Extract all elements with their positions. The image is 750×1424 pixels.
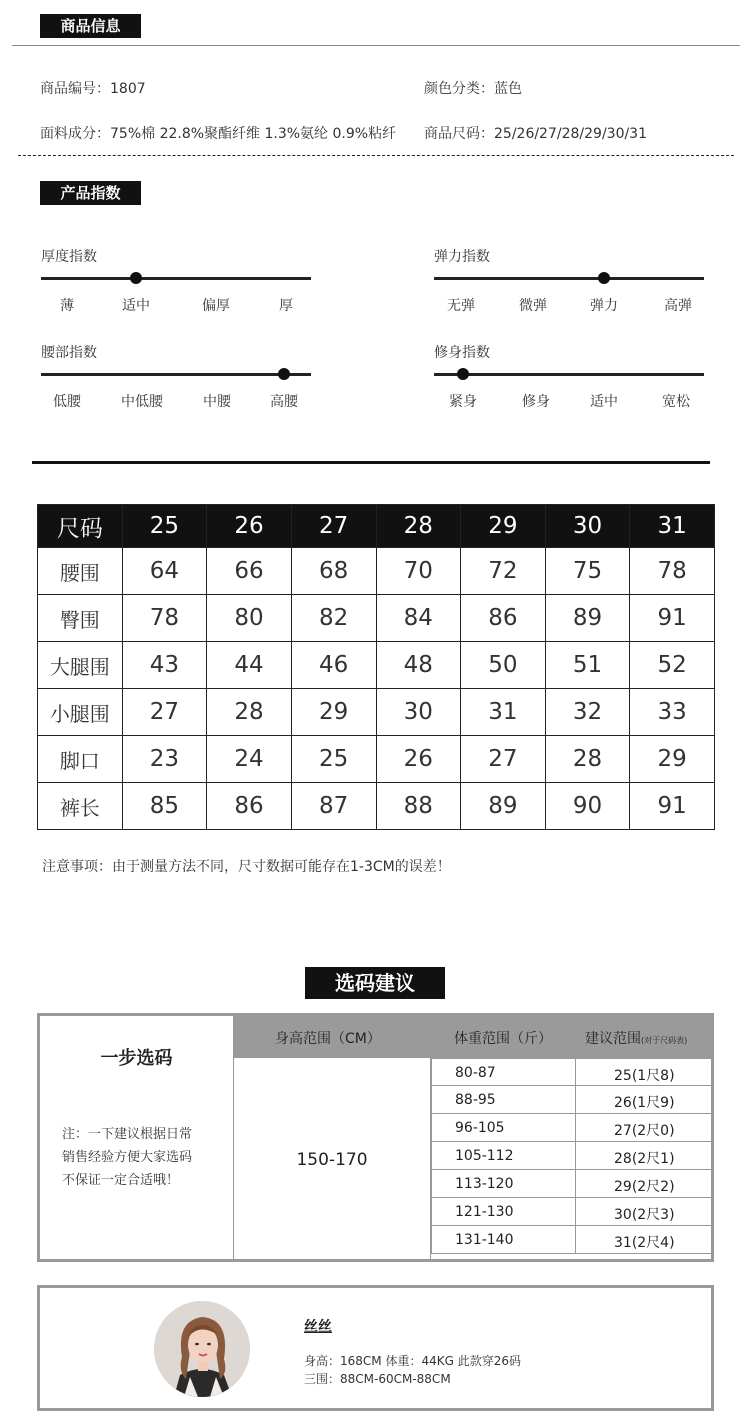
advice-header [234,1016,711,1058]
cell: 64 [122,548,207,595]
fit-option: 适中 [590,394,618,410]
elasticity-option: 高弹 [664,298,692,314]
size-cell [575,1226,715,1253]
product-index-tag: 产品指数 [40,181,141,205]
row-label: 大腿围 [38,642,123,689]
cell: 90 [545,783,630,830]
header-cell: 27 [291,505,376,548]
waist-option: 高腰 [270,394,298,410]
row-label: 裤长 [38,783,123,830]
weight-range: 88-95 [455,1092,496,1108]
list-item [431,1142,713,1170]
model-stats: 身高：168CM 体重：44KG 此款穿26码 [304,1354,521,1368]
cell: 78 [630,548,715,595]
recommended-size: 28(2尺1) [614,1151,675,1167]
fabric-composition: 面料成分：75%棉 22.8%聚酯纤维 1.3%氨纶 0.9%粘纤 [40,126,397,142]
cell: 50 [461,642,546,689]
cell: 72 [461,548,546,595]
size-column-header [585,1028,687,1048]
measurement-note: 注意事项：由于测量方法不同，尺寸数据可能存在1-3CM的误差！ [42,859,451,875]
thickness-option: 偏厚 [202,298,230,314]
size-cell [575,1142,715,1169]
weight-range: 131-140 [455,1232,514,1248]
advice-note-line: 销售经验方便大家选码 [62,1150,193,1165]
fit-index-track [434,373,704,376]
size-table [37,504,715,830]
model-name: 丝丝 [304,1319,332,1335]
fit-option: 修身 [522,394,550,410]
advice-note-line: 不保证一定合适哦！ [62,1173,180,1188]
recommended-size: 29(2尺2) [614,1179,675,1195]
list-item [431,1170,713,1198]
advice-rows [431,1058,713,1254]
thickness-option: 适中 [122,298,150,314]
header-cell: 28 [376,505,461,548]
cell: 48 [376,642,461,689]
size-advice-left [40,1016,234,1259]
height-column-header: 身高范围（CM） [275,1031,381,1047]
row-label: 脚口 [38,736,123,783]
divider [12,45,740,46]
thickness-option: 薄 [60,298,74,314]
weight-range: 121-130 [455,1204,514,1220]
cell: 31 [461,689,546,736]
cell: 33 [630,689,715,736]
header-cell: 尺码 [38,505,123,548]
advice-note [62,1123,192,1192]
fit-index-title: 修身指数 [434,345,490,361]
thickness-index-track [41,277,311,280]
cell: 91 [630,595,715,642]
cell: 28 [545,736,630,783]
recommended-size: 26(1尺9) [614,1095,675,1111]
cell: 91 [630,783,715,830]
size-advice-title: 选码建议 [305,967,445,999]
waist-index-marker [278,368,290,380]
cell: 86 [207,783,292,830]
cell: 89 [461,783,546,830]
weight-range: 96-105 [455,1120,505,1136]
weight-range: 80-87 [455,1065,496,1081]
item-number: 商品编号：1807 [40,81,146,97]
cell: 84 [376,595,461,642]
cell: 46 [291,642,376,689]
size-cell [575,1059,715,1086]
section-divider [32,461,710,464]
list-item [431,1086,713,1114]
cell: 27 [122,689,207,736]
cell: 52 [630,642,715,689]
cell: 70 [376,548,461,595]
cell: 26 [376,736,461,783]
waist-index-track [41,373,311,376]
model-measurements: 三围：88CM-60CM-88CM [304,1372,451,1386]
elasticity-option: 弹力 [590,298,618,314]
size-table-header [38,505,715,548]
cell: 87 [291,783,376,830]
color-category: 颜色分类：蓝色 [424,81,522,97]
model-card [37,1285,714,1411]
size-advice-block [37,1013,714,1262]
header-cell: 30 [545,505,630,548]
model-portrait-icon [154,1301,250,1397]
elasticity-index-track [434,277,704,280]
thickness-index [41,246,311,316]
list-item [431,1058,713,1086]
fit-option: 紧身 [449,394,477,410]
product-info-tag: 商品信息 [40,14,141,38]
table-row [38,736,715,783]
cell: 29 [630,736,715,783]
elasticity-index-marker [598,272,610,284]
cell: 80 [207,595,292,642]
elasticity-index-title: 弹力指数 [434,249,490,265]
waist-option: 中腰 [203,394,231,410]
cell: 85 [122,783,207,830]
cell: 28 [207,689,292,736]
header-cell: 26 [207,505,292,548]
size-cell [575,1170,715,1197]
table-row [38,783,715,830]
avatar [154,1301,250,1397]
list-item [431,1114,713,1142]
elasticity-option: 微弹 [519,298,547,314]
header-cell: 31 [630,505,715,548]
fit-index [434,342,704,412]
row-label: 小腿围 [38,689,123,736]
fit-option: 宽松 [662,394,690,410]
size-cell [575,1086,715,1113]
list-item [431,1226,713,1254]
recommended-size: 25(1尺8) [614,1068,675,1084]
cell: 32 [545,689,630,736]
weight-column-header: 体重范围（斤） [454,1031,552,1047]
cell: 86 [461,595,546,642]
height-range-cell [234,1058,431,1259]
cell: 23 [122,736,207,783]
table-row [38,595,715,642]
height-range-value: 150-170 [296,1150,368,1170]
size-column-label: 建议范围 [585,1031,641,1047]
cell: 66 [207,548,292,595]
size-column-sublabel: (对于尺码表) [641,1036,688,1045]
header-cell: 25 [122,505,207,548]
cell: 89 [545,595,630,642]
elasticity-index [434,246,704,316]
row-label: 腰围 [38,548,123,595]
cell: 43 [122,642,207,689]
recommended-size: 30(2尺3) [614,1207,675,1223]
advice-note-line: 注：一下建议根据日常 [62,1127,193,1142]
cell: 44 [207,642,292,689]
cell: 51 [545,642,630,689]
weight-range: 105-112 [455,1148,514,1164]
cell: 25 [291,736,376,783]
table-row [38,689,715,736]
waist-option: 中低腰 [121,394,163,410]
weight-range: 113-120 [455,1176,514,1192]
cell: 68 [291,548,376,595]
cell: 82 [291,595,376,642]
waist-option: 低腰 [53,394,81,410]
waist-index-title: 腰部指数 [41,345,97,361]
table-row [38,642,715,689]
fit-index-marker [457,368,469,380]
list-item [431,1198,713,1226]
cell: 24 [207,736,292,783]
recommended-size: 27(2尺0) [614,1123,675,1139]
header-cell: 29 [461,505,546,548]
size-cell [575,1198,715,1225]
elasticity-option: 无弹 [447,298,475,314]
cell: 29 [291,689,376,736]
product-sizes: 商品尺码：25/26/27/28/29/30/31 [424,126,648,142]
waist-index [41,342,311,412]
thickness-index-marker [130,272,142,284]
recommended-size: 31(2尺4) [614,1235,675,1251]
cell: 27 [461,736,546,783]
row-label: 臀围 [38,595,123,642]
dashed-divider [18,155,734,156]
cell: 78 [122,595,207,642]
one-step-heading: 一步选码 [100,1048,173,1069]
cell: 30 [376,689,461,736]
size-cell [575,1114,715,1141]
table-row [38,548,715,595]
thickness-option: 厚 [279,298,293,314]
thickness-index-title: 厚度指数 [41,249,97,265]
cell: 75 [545,548,630,595]
cell: 88 [376,783,461,830]
